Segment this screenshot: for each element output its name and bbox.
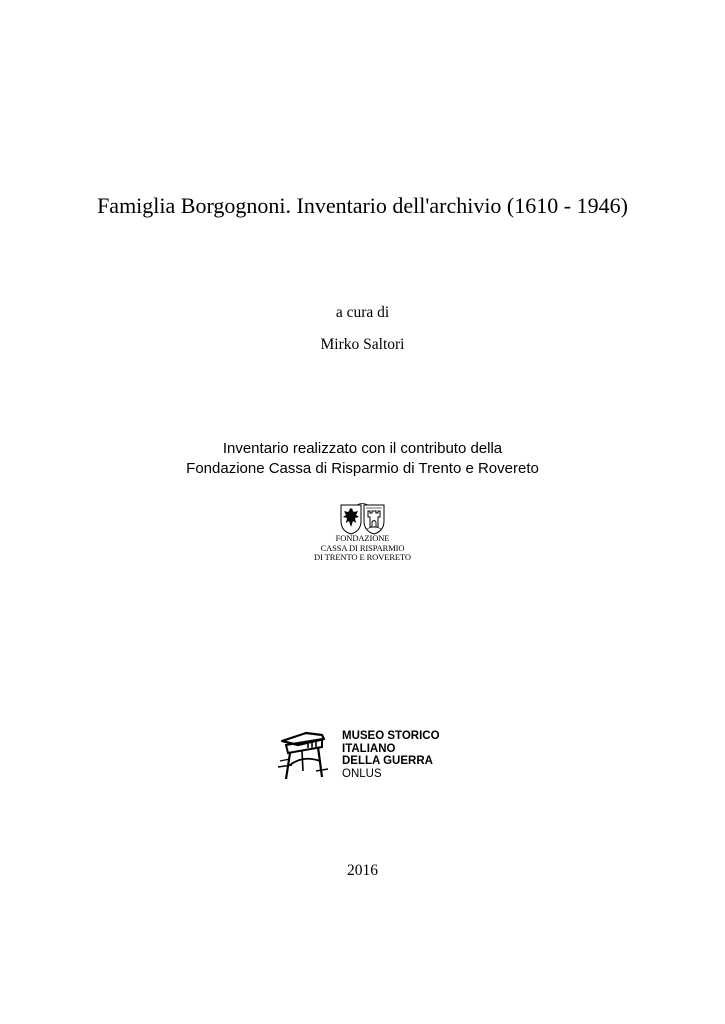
fondazione-logo-text bbox=[305, 534, 420, 563]
fondazione-logo bbox=[305, 503, 420, 567]
museo-logo-line-2: ITALIANO bbox=[342, 742, 396, 755]
museo-logo-line-1: MUSEO STORICO bbox=[342, 730, 440, 742]
document-title: Famiglia Borgognoni. Inventario dell'archivio (1610 - 1946) bbox=[97, 193, 628, 218]
fondazione-logo-line-3: DI TRENTO E ROVERETO bbox=[314, 552, 411, 562]
contribution-note bbox=[0, 439, 725, 479]
editor-label: a cura di bbox=[335, 304, 390, 321]
publication-year: 2016 bbox=[347, 862, 378, 879]
fondazione-logo-line-1: FONDAZIONE bbox=[335, 533, 390, 543]
fondazione-logo-line-2: CASSA DI RISPARMIO bbox=[320, 542, 405, 553]
museo-logo-text bbox=[342, 730, 440, 780]
museo-logo bbox=[276, 725, 466, 785]
museo-logo-line-3: DELLA GUERRA bbox=[342, 755, 433, 767]
contribution-line-2: Fondazione Cassa di Risparmio di Trento e Rovereto bbox=[186, 460, 539, 477]
crest-icon bbox=[335, 503, 390, 535]
contribution-line-1: Inventario realizzato con il contributo della bbox=[222, 440, 503, 457]
tower-icon bbox=[276, 727, 332, 783]
museo-logo-line-4: ONLUS bbox=[342, 767, 382, 780]
editor-name: Mirko Saltori bbox=[320, 336, 405, 353]
